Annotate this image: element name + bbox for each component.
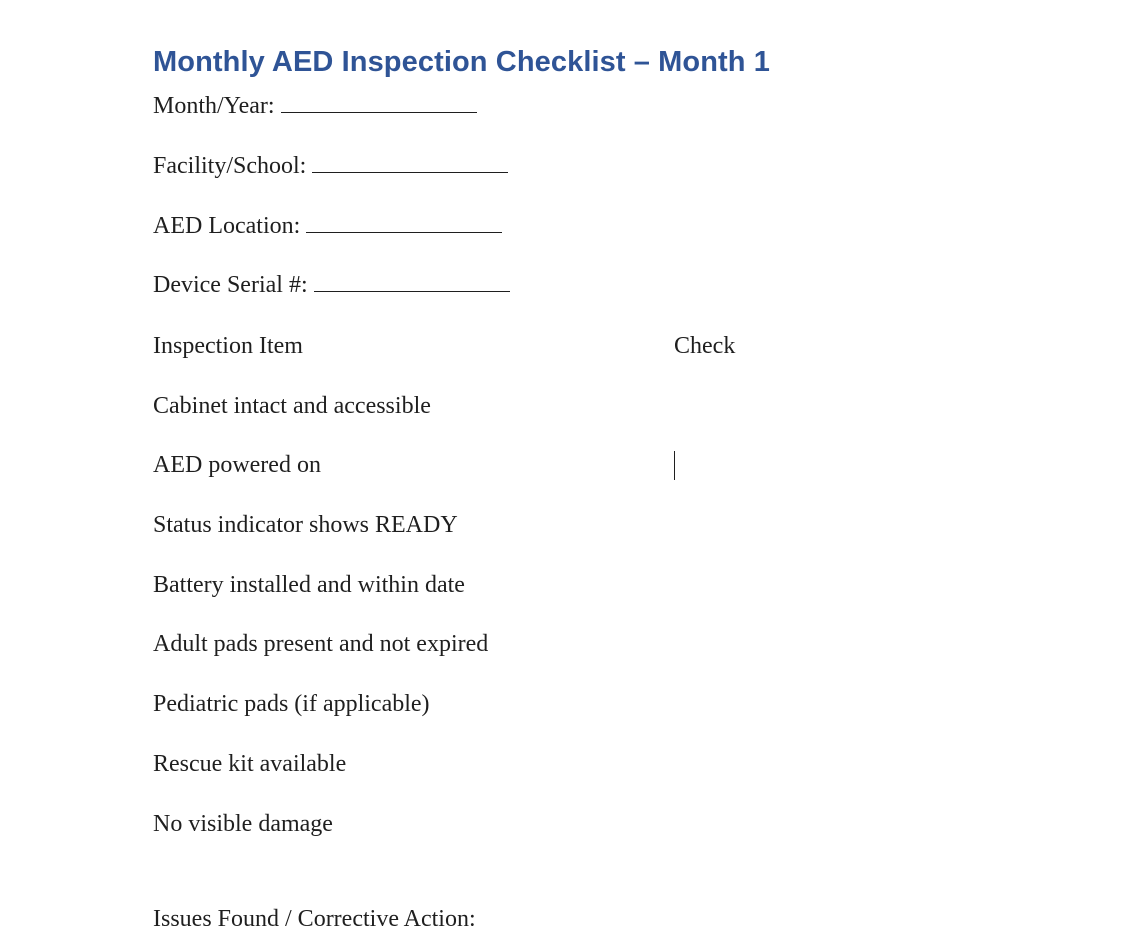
field-aed-location [153, 211, 502, 241]
document-title: Monthly AED Inspection Checklist – Month 1 [153, 46, 771, 78]
field-label: Facility/School: [153, 153, 307, 179]
inspection-item: Cabinet intact and accessible [153, 393, 431, 419]
header-inspection-item: Inspection Item [153, 333, 303, 359]
header-check: Check [674, 333, 736, 359]
text-cursor [674, 451, 675, 480]
field-label: Device Serial #: [153, 272, 308, 298]
fill-in-blank[interactable] [306, 214, 502, 233]
inspection-item: Pediatric pads (if applicable) [153, 691, 430, 717]
fill-in-blank[interactable] [281, 94, 477, 113]
issues-label: Issues Found / Corrective Action: [153, 906, 476, 932]
inspection-item: Status indicator shows READY [153, 512, 458, 538]
field-facility-school [153, 151, 508, 181]
field-month-year [153, 91, 477, 121]
inspection-item: No visible damage [153, 811, 333, 837]
inspection-item: Rescue kit available [153, 751, 347, 777]
field-device-serial [153, 270, 510, 300]
inspection-item: Adult pads present and not expired [153, 631, 489, 657]
fill-in-blank[interactable] [312, 154, 508, 173]
inspection-item: AED powered on [153, 452, 321, 478]
field-label: AED Location: [153, 213, 301, 239]
fill-in-blank[interactable] [314, 273, 510, 292]
field-label: Month/Year: [153, 93, 275, 119]
inspection-item: Battery installed and within date [153, 572, 465, 598]
